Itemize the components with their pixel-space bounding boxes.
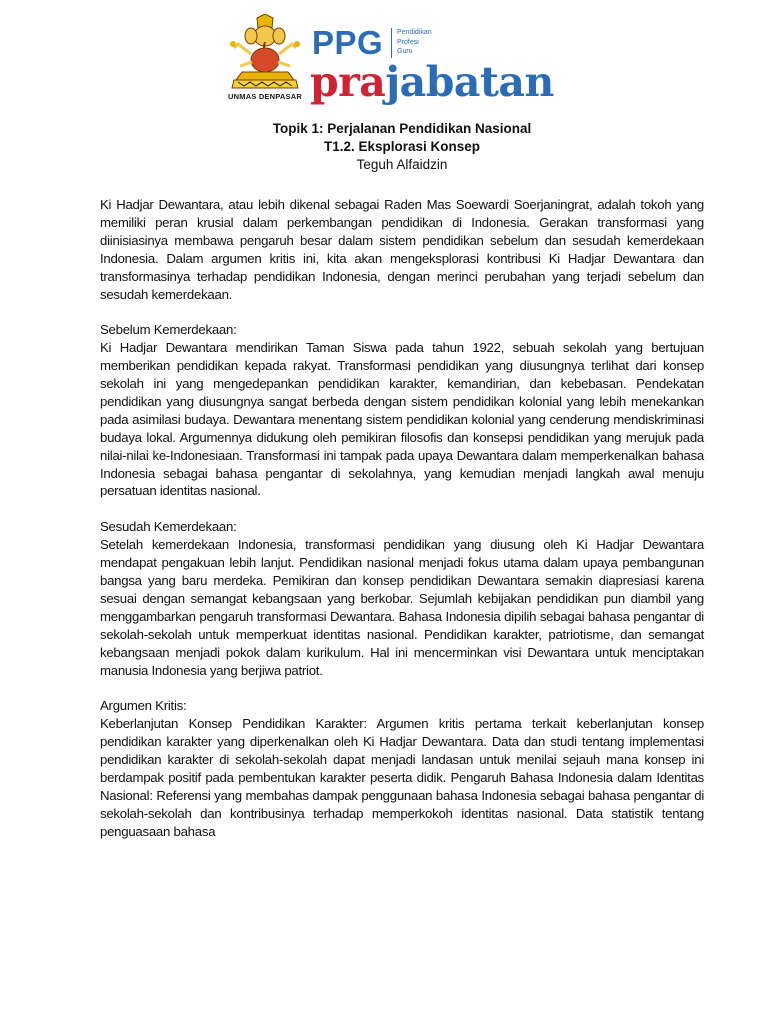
section-text-before: Ki Hadjar Dewantara mendirikan Taman Siswa pada tahun 1922, sebuah sekolah yang bertujuan memberikan pendidikan kepada rakyat. Transformasi pendidikan yang diusungnya terlihat dari konsep sekolah ini yang mengedepankan pendidikan karakter, kemandirian, dan kebebasan. Pendekatan pendidikan yang diusungnya sangat berbeda dengan sistem pendidikan kolonial yang lebih menekankan pada asimilasi budaya. Dewantara menentang sistem pendidikan kolonial yang cenderung mendiskriminasi budaya lokal. Argumennya didukung oleh pemikiran filosofis dan konsepsi pendidikan yang merujuk pada nilai-nilai ke-Indonesiaan. Transformasi ini tampak pada upaya Dewantara dalam memperkenalkan bahasa Indonesia sebagai bahasa pengantar di sekolahnya, yang kemudian menjadi langkah awal menuju persatuan identitas nasional.	[100, 340, 704, 499]
author-name: Teguh Alfaidzin	[356, 157, 448, 172]
section-heading-before: Sebelum Kemerdekaan:	[100, 322, 237, 338]
unmas-emblem	[224, 14, 306, 106]
topic-title: Topik 1: Perjalanan Pendidikan Nasional	[272, 121, 532, 136]
emblem-caption: UNMAS DENPASAR	[228, 92, 302, 101]
brand-sub-line: Pendidikan	[397, 29, 432, 36]
section-text-critical: Keberlanjutan Konsep Pendidikan Karakter: Argumen kritis pertama terkait keberlanjutan konsep pendidikan karakter yang diperkenalkan oleh Ki Hadjar Dewantara. Data dan studi tentang implementasi pendidikan karakter di sekolah-sekolah dapat menjadi landasan untuk menilai sejauh mana konsep ini berdampak positif pada pembentukan karakter peserta didik. Pengaruh Bahasa Indonesia dalam Identitas Nasional: Referensi yang membahas dampak penggunaan bahasa Indonesia sebagai bahasa pengantar di sekolah-sekolah dan kontribusinya terhadap memperkokoh identitas nasional. Data statistik tentang penguasaan bahasa	[100, 716, 704, 839]
brand-name-part-a: pra	[310, 58, 386, 106]
header-logo	[224, 14, 554, 106]
ganesha-emblem-icon	[224, 14, 306, 94]
brand-subtitle	[397, 28, 432, 57]
brand-name-part-b: jabatan	[385, 58, 554, 106]
brand-sub-line: Profesi	[397, 38, 419, 46]
brand-ppg: PPG	[312, 24, 384, 61]
document-body	[100, 196, 704, 858]
brand-name	[310, 58, 554, 106]
brand-sub-line: Guru	[397, 48, 413, 55]
brand-divider	[391, 28, 392, 58]
intro-paragraph: Ki Hadjar Dewantara, atau lebih dikenal sebagai Raden Mas Soewardi Soerjaningrat, adalah tokoh yang memiliki peran krusial dalam perkembangan pendidikan di Indonesia. Gerakan transformasi yang diinisiasinya membawa pengaruh besar dalam sistem pendidikan sebelum dan sesudah kemerdekaan Indonesia. Dalam argumen kritis ini, kita akan mengeksplorasi kontribusi Ki Hadjar Dewantara dan transformasinya terhadap pendidikan Indonesia, dengan merinci perubahan yang terjadi sebelum dan sesudah kemerdekaan.	[100, 197, 704, 302]
section-heading-after: Sesudah Kemerdekaan:	[100, 519, 237, 535]
section-heading-critical: Argumen Kritis:	[100, 698, 187, 714]
subtitle: T1.2. Eksplorasi Konsep	[323, 139, 481, 154]
section-text-after: Setelah kemerdekaan Indonesia, transformasi pendidikan yang diusung oleh Ki Hadjar Dewantara mendapat pengakuan lebih lanjut. Pendidikan nasional menjadi fokus utama dalam upaya pembangunan bangsa yang baru merdeka. Pemikiran dan konsep pendidikan Dewantara semakin diapresiasi karena sesuai dengan semangat kebangsaan yang berkobar. Sejumlah kebijakan pendidikan pun diambil yang menggambarkan pengaruh transformasi Dewantara. Bahasa Indonesia dipilih sebagai bahasa pengantar di sekolah-sekolah untuk memperkuat identitas nasional. Pendidikan karakter, patriotisme, dan semangat kebangsaan menjadi pokok dalam kurikulum. Hal ini mencerminkan visi Dewantara untuk menciptakan manusia Indonesia yang berjiwa patriot.	[100, 537, 704, 678]
document-titles	[100, 120, 704, 174]
